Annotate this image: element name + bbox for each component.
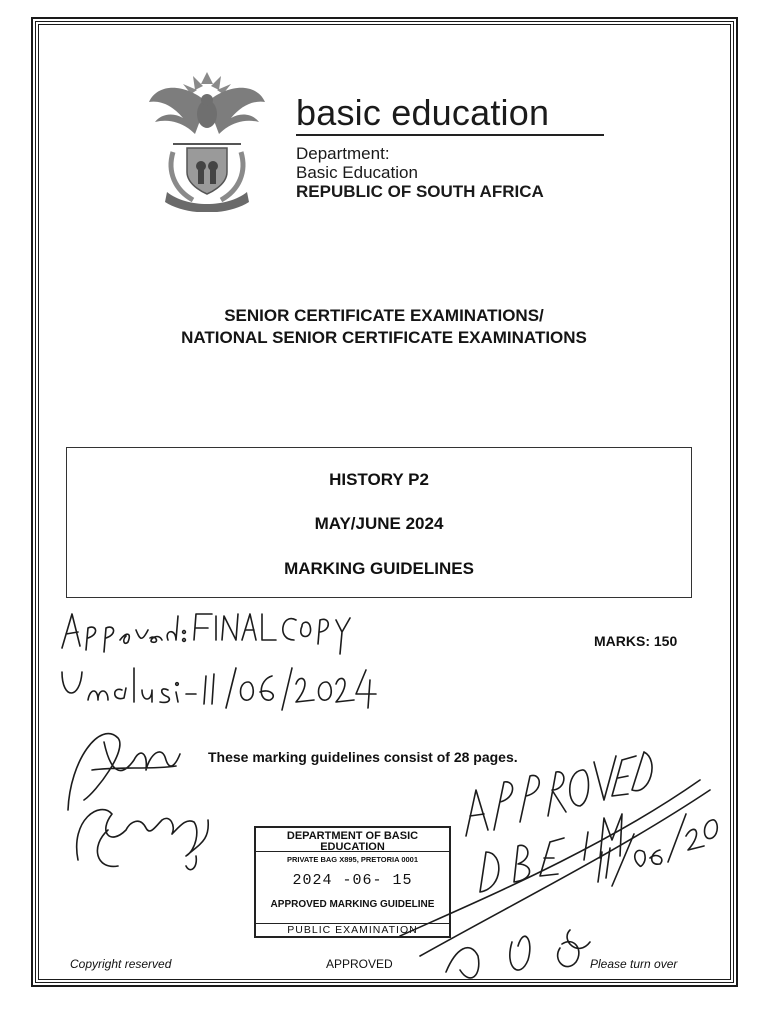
document-type: MARKING GUIDELINES (284, 559, 474, 578)
page-count-note: These marking guidelines consist of 28 pages. (208, 749, 518, 765)
country-name: REPUBLIC OF SOUTH AFRICA (296, 182, 544, 201)
turn-over-note: Please turn over (590, 957, 678, 971)
exam-title-line-2: NATIONAL SENIOR CERTIFICATE EXAMINATIONS (181, 328, 587, 347)
stamp-exam-type: PUBLIC EXAMINATION (256, 923, 449, 936)
paper-info-box (66, 447, 692, 598)
total-marks: MARKS: 150 (594, 633, 678, 649)
coat-of-arms-icon (143, 62, 271, 212)
stamp-department: DEPARTMENT OF BASIC EDUCATION (256, 828, 449, 852)
department-name: Basic Education (296, 163, 418, 182)
department-label: Department: (296, 144, 390, 163)
stamp-approval: APPROVED MARKING GUIDELINE (270, 899, 435, 910)
department-block (296, 144, 544, 201)
stamp-date: 2024 -06- 15 (292, 872, 413, 889)
exam-title (40, 305, 728, 349)
subject-title: HISTORY P2 (329, 470, 429, 489)
exam-session: MAY/JUNE 2024 (314, 514, 444, 533)
footer-status: APPROVED (326, 957, 393, 971)
stamp-address: PRIVATE BAG X895, PRETORIA 0001 (286, 855, 418, 864)
brand-name: basic education (296, 92, 550, 133)
brand-underline (296, 134, 604, 136)
copyright-notice: Copyright reserved (70, 957, 172, 971)
exam-title-line-1: SENIOR CERTIFICATE EXAMINATIONS/ (224, 306, 544, 325)
approval-stamp (254, 826, 451, 938)
